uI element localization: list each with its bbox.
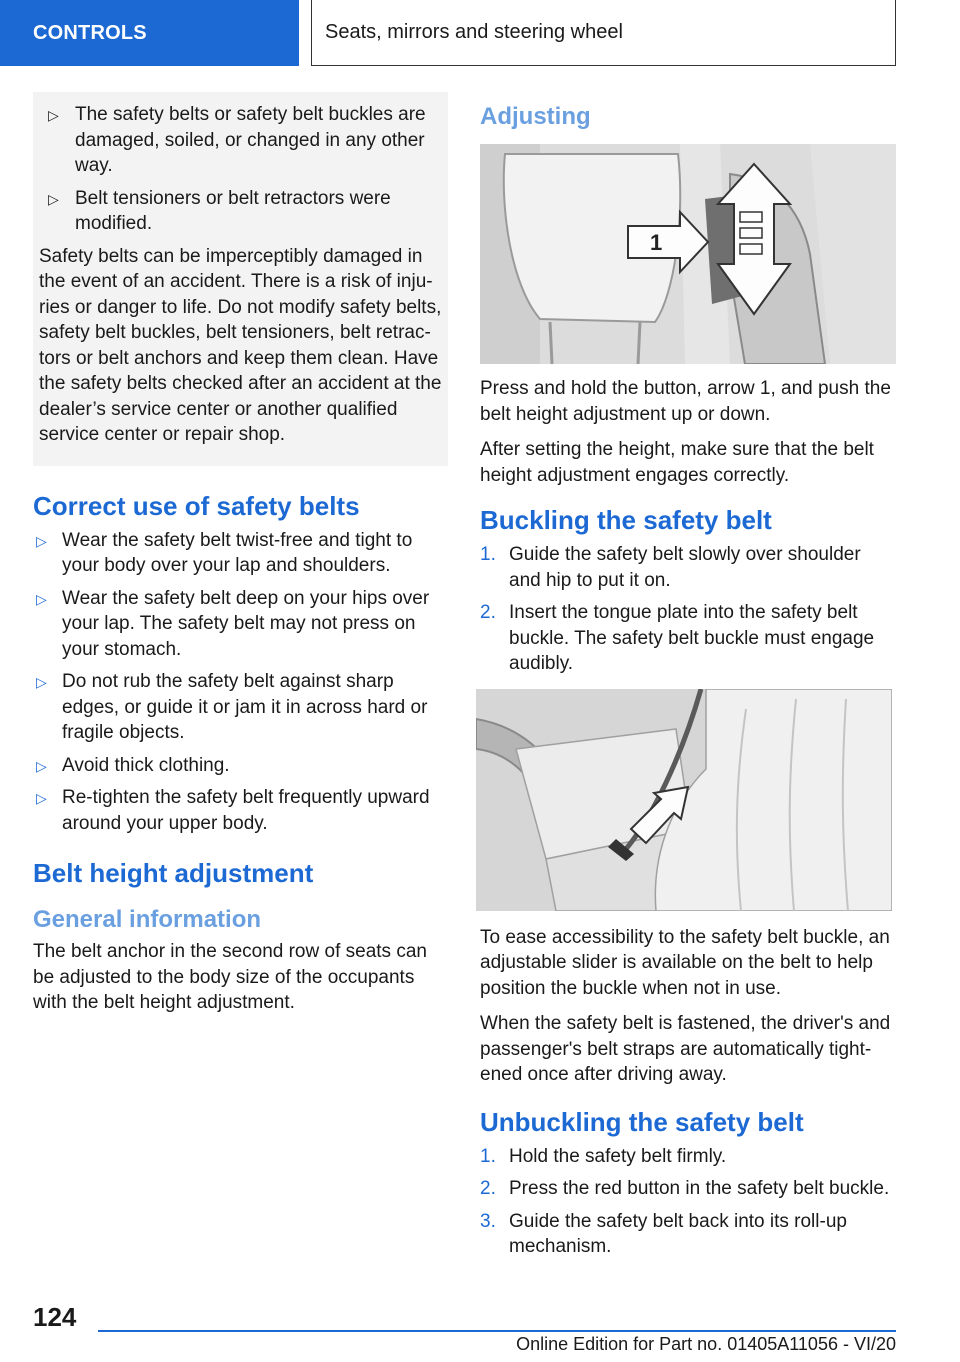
step-number: 2. <box>480 602 496 623</box>
list-item-text: The safety belts or safety belt buckles are damaged, soiled, or changed in any other way. <box>75 104 426 176</box>
chapter-title: Seats, mirrors and steering wheel <box>325 21 623 43</box>
step-number: 1. <box>480 544 496 565</box>
list-item-text: Hold the safety belt firmly. <box>509 1145 727 1167</box>
buckling-steps <box>480 542 896 677</box>
heading-correct-use: Correct use of safety belts <box>33 490 360 521</box>
general-info-text: The belt anchor in the second row of seats can be adjusted to the body size of the occupants with the belt height adjustment. <box>33 941 427 1013</box>
list-item-text: Wear the safety belt deep on your hips over your lap. The safety belt may not press on your stomach. <box>62 587 430 660</box>
step-number: 3. <box>480 1210 496 1232</box>
step-number: 2. <box>480 1178 496 1199</box>
list-item-text: Re-tighten the safety belt frequently upward around your upper body. <box>62 787 430 834</box>
list-item <box>33 669 448 746</box>
callout-number: 1 <box>650 230 663 255</box>
right-column <box>480 92 896 1267</box>
adjusting-text-1: Press and hold the button, arrow 1, and push the belt height adjustment up or down. <box>480 378 891 425</box>
adjusting-text-2: After setting the height, make sure that the belt height adjustment engages correctly. <box>480 439 874 486</box>
list-item <box>39 102 442 179</box>
section-title: CONTROLS <box>33 21 147 44</box>
footer-edition: Online Edition for Part no. 01405A11056 - VI/20 <box>516 1334 896 1354</box>
bullet-marker-icon: ▷ <box>36 790 47 806</box>
list-item <box>33 785 448 836</box>
footer-divider <box>98 1330 896 1332</box>
belt-height-figure <box>480 144 896 364</box>
list-item-text: Do not rub the safety belt against sharp edges, or guide it or jam it in across hard or fragile objects. <box>62 671 428 743</box>
warning-box <box>33 92 448 466</box>
list-item <box>33 586 448 663</box>
list-item <box>480 1209 896 1260</box>
list-item <box>480 542 896 593</box>
list-item-text: Insert the tongue plate into the safety belt buckle. The safety belt buckle must engage audibly. <box>509 602 875 674</box>
heading-buckling: Buckling the safety belt <box>480 505 772 535</box>
list-item <box>39 186 442 237</box>
bullet-marker-icon: ▷ <box>48 190 59 207</box>
list-item <box>480 600 896 677</box>
belt-height-illustration <box>480 144 896 364</box>
heading-unbuckling: Unbuckling the safety belt <box>480 1106 804 1137</box>
step-number: 1. <box>480 1145 496 1167</box>
heading-adjusting: Adjusting <box>480 103 591 130</box>
list-item <box>480 1144 896 1170</box>
unbuckling-steps <box>480 1144 896 1260</box>
bullet-marker-icon: ▷ <box>36 532 47 549</box>
bullet-marker-icon: ▷ <box>48 107 59 123</box>
warning-list <box>39 102 442 237</box>
bullet-marker-icon: ▷ <box>36 590 47 607</box>
list-item-text: Guide the safety belt back into its roll-up mechanism. <box>509 1210 847 1257</box>
list-item-text: Guide the safety belt slowly over shoulder and hip to put it on. <box>509 544 861 591</box>
list-item <box>33 528 448 579</box>
list-item <box>480 1176 896 1202</box>
warning-paragraph: Safety belts can be imperceptibly damaged in the event of an accident. There is a risk of injuries or danger to life. Do not modify safety belts, safety belt buckles, belt tensioners, belt retractors or belt anchors and keep them clean. Have the safety belts checked after an accident at the dealer’s service center or another qualified service center or repair shop. <box>39 245 442 445</box>
list-item-text: Belt tensioners or belt retractors were modified. <box>75 187 391 234</box>
correct-use-list <box>33 528 448 837</box>
bullet-marker-icon: ▷ <box>36 757 47 774</box>
list-item-text: Wear the safety belt twist-free and tight to your body over your lap and shoulders. <box>62 529 413 576</box>
buckle-figure <box>476 689 892 911</box>
list-item <box>33 753 448 779</box>
chapter-header <box>311 0 896 66</box>
heading-belt-height: Belt height adjustment <box>33 858 314 888</box>
list-item-text: Press the red button in the safety belt buckle. <box>509 1178 890 1199</box>
list-item-text: Avoid thick clothing. <box>62 754 230 776</box>
bullet-marker-icon: ▷ <box>36 674 47 690</box>
page-number: 124 <box>33 1302 77 1332</box>
section-tab <box>0 0 299 66</box>
buckling-text-1: To ease accessibility to the safety belt buckle, an adjustable slider is available on the belt to help position the buckle when not in use. <box>480 926 890 999</box>
heading-general-info: General information <box>33 906 262 933</box>
buckle-illustration <box>476 689 892 911</box>
buckling-text-2: When the safety belt is fastened, the driver's and passenger's belt straps are automatically tightened once after driving away. <box>480 1013 891 1085</box>
left-column <box>33 92 448 1026</box>
